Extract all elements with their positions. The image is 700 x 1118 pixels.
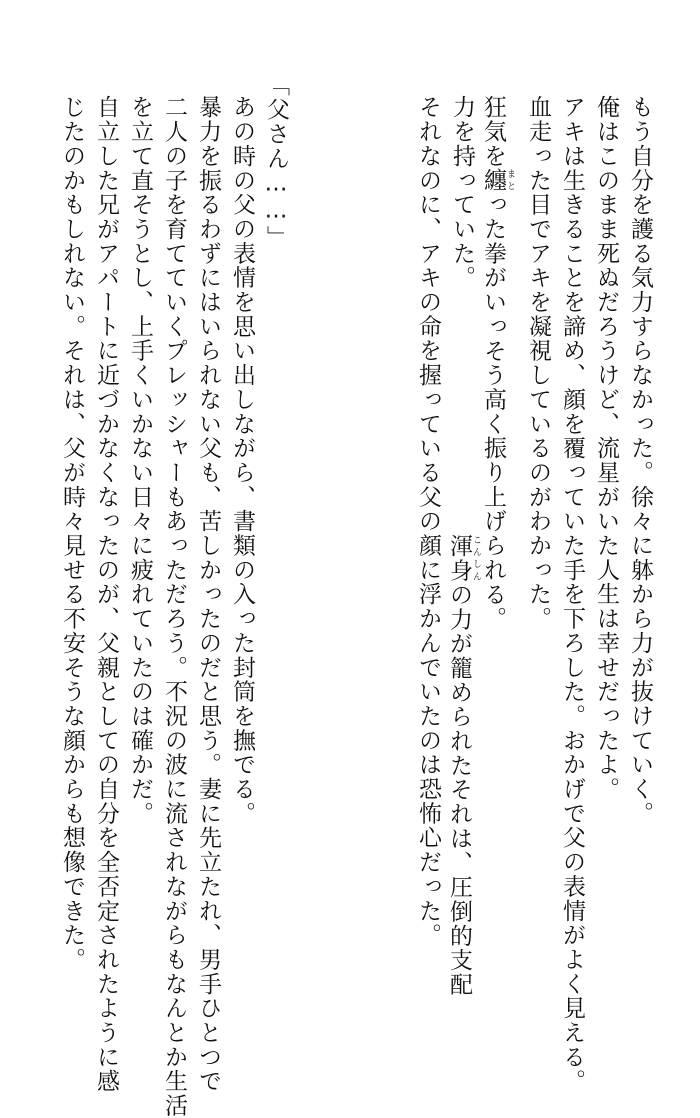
text-line-12: 二人の子を育てていくプレッシャーもあっただろう。不況の波に流されながらもなんとか生活 bbox=[161, 95, 187, 1118]
text-line-4: 血走った目でアキを凝視しているのがわかった。 bbox=[525, 95, 551, 631]
text-line-10: あの時の父の表情を思い出しながら、書類の入った封筒を撫でる。 bbox=[229, 95, 255, 826]
ruby-konshin bbox=[446, 534, 481, 583]
text-line-11: 暴力を振るわずにはいられない父も、苦しかったのだと思う。妻に先立たれ、男手ひとつで bbox=[195, 95, 221, 1094]
text-line-1: もう自分を護る気力すらなかった。徐々に躰から力が抜けていく。 bbox=[627, 95, 653, 826]
text-line-2: 俺はこのまま死ぬだろうけど、流星がいた人生は幸せだったよ。 bbox=[593, 95, 619, 802]
text-line-5-end: った拳がいっそう高く振り上げられる。 bbox=[480, 192, 506, 631]
text-line-15: じたのかもしれない。それは、父が時々見せる不安そうな顔からも想像できた。 bbox=[59, 95, 85, 972]
ruby-konshin-reading: こんしん bbox=[471, 534, 481, 583]
text-line-5 bbox=[480, 95, 515, 631]
text-line-8: それなのに、アキの命を握っている父の顔に浮かんでいたのは恐怖心だった。 bbox=[415, 95, 441, 948]
text-line-7: 力を持っていた。 bbox=[449, 95, 475, 290]
text-line-6 bbox=[446, 534, 481, 997]
text-line-13: を立て直そうとし、上手くいかない日々に疲れていたのは確かだ。 bbox=[127, 95, 153, 826]
text-line-5-start: 狂気を bbox=[480, 95, 506, 169]
text-line-14: 自立した兄がアパートに近づかなくなったのが、父親としての自分を全否定されたように感 bbox=[93, 95, 119, 1094]
ruby-matoi-base: 纏 bbox=[480, 168, 506, 193]
ruby-matoi-reading: まと bbox=[505, 168, 515, 193]
ruby-matoi bbox=[480, 168, 515, 193]
text-line-3: アキは生きることを諦め、顔を覆っていた手を下ろした。おかげで父の表情がよく見える。 bbox=[559, 95, 585, 1094]
ruby-konshin-base: 渾身 bbox=[446, 534, 472, 583]
text-line-6-end: の力が籠められたそれは、圧倒的支配 bbox=[446, 582, 472, 997]
text-line-9: 「父さん……」 bbox=[263, 73, 289, 250]
